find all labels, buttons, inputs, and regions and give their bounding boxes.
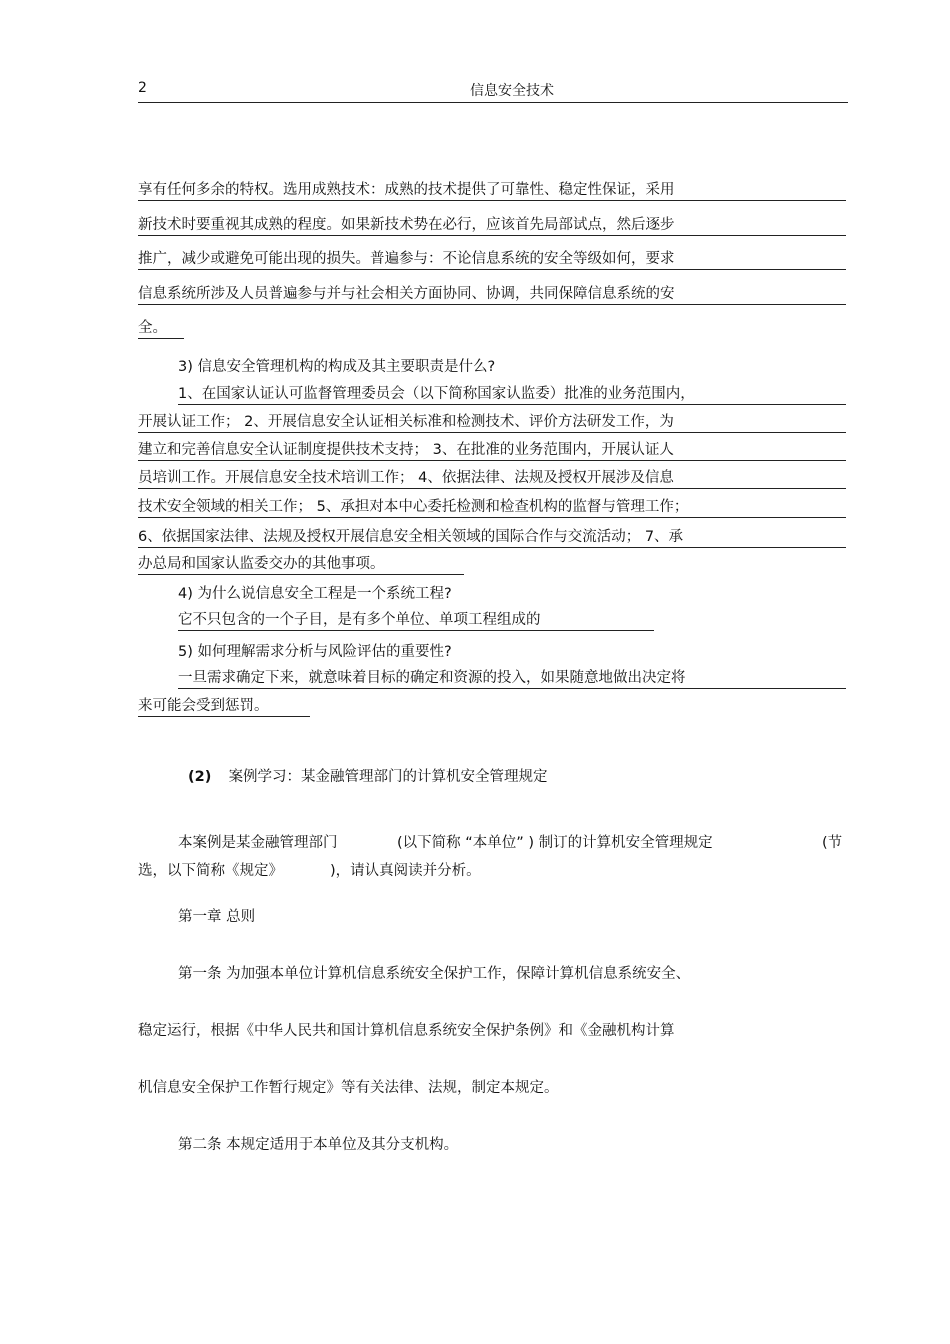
answer-line: 全。 — [138, 318, 184, 339]
answer-line: 员培训工作。开展信息安全技术培训工作； 4、依据法律、法规及授权开展涉及信息 — [138, 468, 846, 489]
case-heading — [188, 767, 548, 787]
case-heading-number: (2) — [188, 769, 212, 785]
case-heading-text: 案例学习：某金融管理部门的计算机安全管理规定 — [228, 769, 548, 785]
page-number: 2 — [138, 80, 147, 96]
article-1-line: 第一条 为加强本单位计算机信息系统安全保护工作，保障计算机信息系统安全、 — [178, 966, 691, 982]
case-intro-part: (节 — [822, 835, 843, 851]
chapter-title: 第一章 总则 — [178, 909, 256, 925]
header-title: 信息安全技术 — [470, 83, 554, 99]
page-header — [138, 78, 848, 103]
question-5: 5) 如何理解需求分析与风险评估的重要性? — [178, 644, 452, 660]
answer-line: 一旦需求确定下来，就意味着目标的确定和资源的投入，如果随意地做出决定将 — [178, 668, 846, 689]
case-intro-part: (以下简称 “本单位” ) 制订的计算机安全管理规定 — [397, 835, 713, 851]
answer-line: 办总局和国家认监委交办的其他事项。 — [138, 554, 464, 575]
answer-line: 建立和完善信息安全认证制度提供技术支持； 3、在批准的业务范围内，开展认证人 — [138, 440, 846, 461]
article-2: 第二条 本规定适用于本单位及其分支机构。 — [178, 1137, 459, 1153]
case-intro-part: 本案例是某金融管理部门 — [178, 835, 338, 851]
answer-line: 开展认证工作； 2、开展信息安全认证相关标准和检测技术、评价方法研发工作，为 — [138, 412, 846, 433]
answer-line: 信息系统所涉及人员普遍参与并与社会相关方面协同、协调，共同保障信息系统的安 — [138, 284, 846, 305]
question-3: 3) 信息安全管理机构的构成及其主要职责是什么? — [178, 359, 496, 375]
answer-line: 来可能会受到惩罚。 — [138, 696, 310, 717]
case-intro-part: 选，以下简称《规定》 — [138, 863, 283, 879]
article-1-line: 机信息安全保护工作暂行规定》等有关法律、法规，制定本规定。 — [138, 1080, 559, 1096]
case-intro-part: )，请认真阅读并分析。 — [330, 863, 481, 879]
question-4: 4) 为什么说信息安全工程是一个系统工程? — [178, 586, 452, 602]
answer-line: 它不只包含的一个子目，是有多个单位、单项工程组成的 — [178, 610, 654, 631]
answer-line: 新技术时要重视其成熟的程度。如果新技术势在必行，应该首先局部试点，然后逐步 — [138, 215, 846, 236]
article-1-line: 稳定运行，根据《中华人民共和国计算机信息系统安全保护条例》和《金融机构计算 — [138, 1023, 675, 1039]
answer-line: 技术安全领域的相关工作； 5、承担对本中心委托检测和检查机构的监督与管理工作； — [138, 497, 846, 518]
answer-line: 1、在国家认证认可监督管理委员会（以下简称国家认监委）批准的业务范围内， — [178, 384, 846, 405]
answer-line: 6、依据国家法律、法规及授权开展信息安全相关领域的国际合作与交流活动； 7、承 — [138, 527, 846, 548]
answer-line: 享有任何多余的特权。选用成熟技术：成熟的技术提供了可靠性、稳定性保证，采用 — [138, 180, 846, 201]
answer-line: 推广，减少或避免可能出现的损失。普遍参与：不论信息系统的安全等级如何，要求 — [138, 249, 846, 270]
